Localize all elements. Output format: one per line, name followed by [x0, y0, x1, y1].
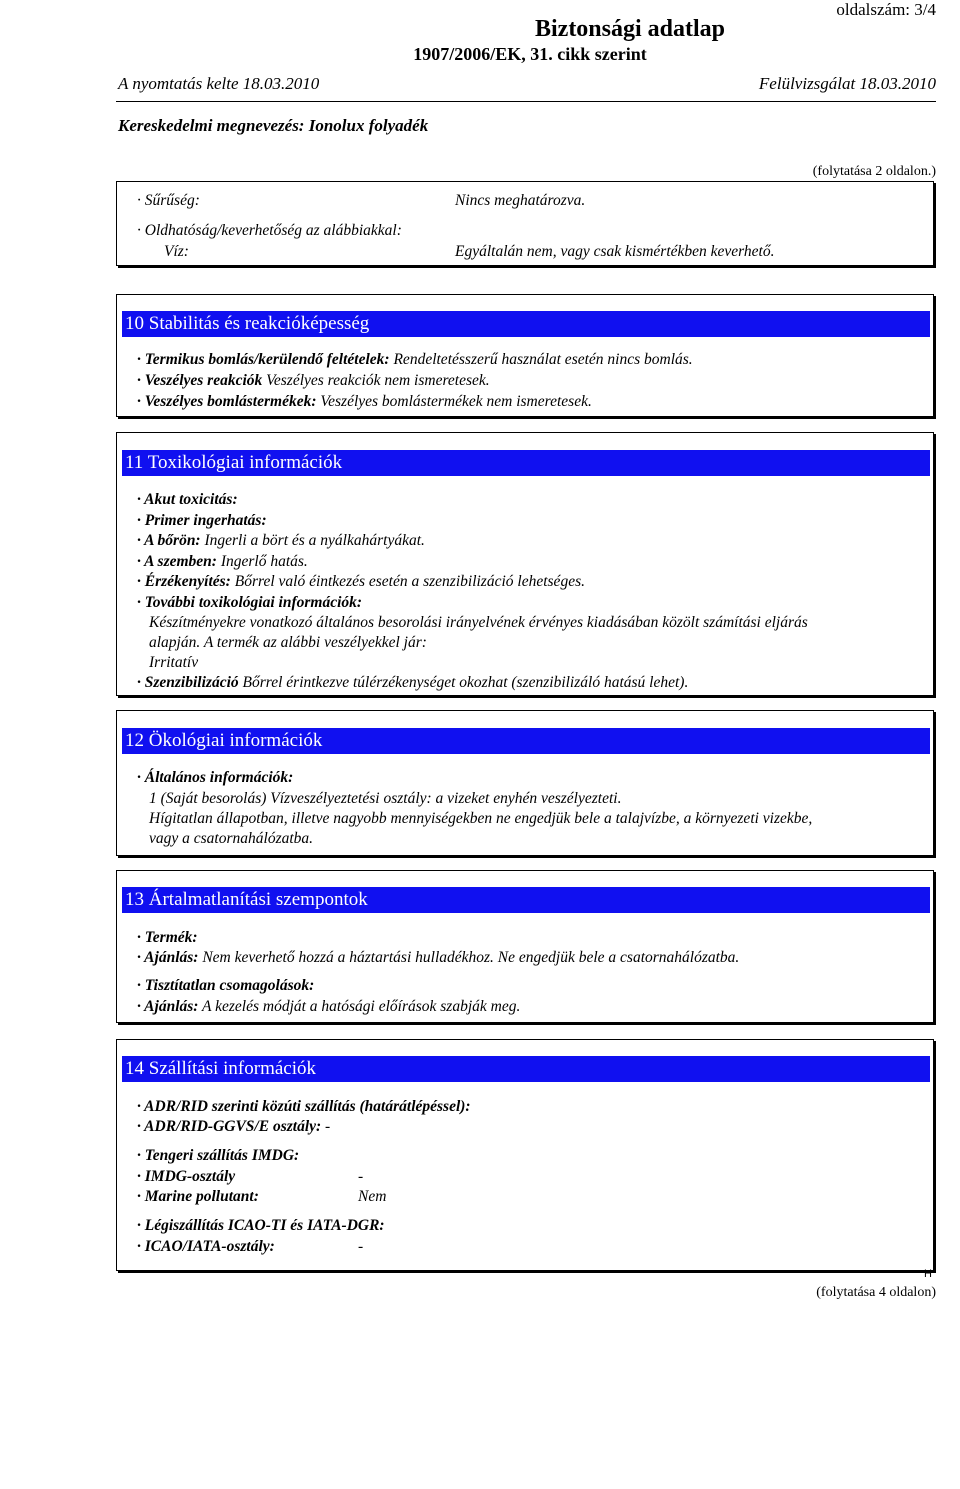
further-tox-line2: alapján. A termék az alábbi veszélyekkel jár:	[149, 634, 427, 651]
water-label: Víz:	[164, 243, 189, 260]
hazardous-reactions-row	[137, 372, 490, 390]
product-label: · Termék:	[137, 929, 198, 946]
section11-heading: 11 Toxikológiai információk	[122, 450, 930, 476]
acute-toxicity-label: · Akut toxicitás:	[137, 491, 238, 508]
eye-row	[137, 553, 308, 571]
skin-row	[137, 532, 425, 550]
section13-heading: 13 Ártalmatlanítási szempontok	[122, 887, 930, 913]
density-row	[137, 192, 200, 210]
ecology-line3: vagy a csatornahálózatba.	[149, 830, 314, 847]
sensitisation-label: · Érzékenyítés:	[137, 573, 231, 590]
regulation-reference: 1907/2006/EK, 31. cikk szerint	[413, 44, 647, 64]
density-label: · Sűrűség:	[137, 192, 200, 209]
section13-box	[116, 870, 934, 1023]
icao-class-label: · ICAO/IATA-osztály:	[137, 1238, 275, 1255]
recommendation2-row	[137, 998, 520, 1016]
hazardous-reactions-value: Veszélyes reakciók nem ismeretesek.	[262, 372, 490, 389]
adr-class-value: -	[321, 1118, 331, 1135]
continuation-from: (folytatása 2 oldalon.)	[812, 164, 936, 179]
revision-mark: H	[924, 1268, 932, 1280]
further-tox-line1: Készítményekre vonatkozó általános besorolási irányelvének érvényes kiadásában közölt számítási eljárás	[149, 614, 808, 631]
decomposition-products-value: Veszélyes bomlástermékek nem ismeretesek.	[316, 393, 592, 410]
section12-box	[116, 710, 934, 856]
recommendation2-label: · Ajánlás:	[137, 998, 199, 1015]
section9-continuation	[116, 181, 934, 266]
recommendation1-value: Nem keverhető hozzá a háztartási hulladékhoz. Ne engedjük bele a csatornahálózatba.	[198, 949, 740, 966]
eye-value: Ingerlő hatás.	[216, 553, 308, 570]
sensitisation-value: Bőrrel való éintkezés esetén a szenzibilizáció lehetséges.	[230, 573, 585, 590]
eye-label: · A szemben:	[137, 553, 217, 570]
general-info-label: · Általános információk:	[137, 769, 294, 786]
section14-box	[116, 1039, 934, 1271]
hazardous-reactions-label: · Veszélyes reakciók	[137, 372, 263, 389]
skin-value: Ingerli a bört és a nyálkahártyákat.	[200, 532, 425, 549]
continuation-to: (folytatása 4 oldalon)	[816, 1285, 936, 1300]
ecology-line2: Hígitatlan állapotban, illetve nagyobb mennyiségekben ne engedjük bele a talajvízbe, a környezeti vizekbe,	[149, 810, 813, 827]
adr-class-row	[137, 1118, 330, 1136]
marine-pollutant-label: · Marine pollutant:	[137, 1188, 259, 1205]
section10-box	[116, 294, 934, 417]
thermal-decomposition-row	[137, 351, 693, 369]
review-date: Felülvizsgálat 18.03.2010	[758, 74, 936, 93]
section12-heading: 12 Ökológiai információk	[122, 728, 930, 754]
skin-label: · A bőrön:	[137, 532, 201, 549]
sensitization-label: · Szenzibilizáció	[137, 674, 239, 691]
further-tox-line3: Irritatív	[149, 654, 199, 671]
print-date: A nyomtatás kelte 18.03.2010	[118, 74, 320, 93]
sensitization-value: Bőrrel érintkezve túlérzékenységet okozhat (szenzibilizáló hatású lehet).	[238, 674, 689, 691]
air-transport-label: · Légiszállítás ICAO-TI és IATA-DGR:	[137, 1217, 385, 1234]
document-title: Biztonsági adatlap	[534, 16, 726, 42]
page-number: oldalszám: 3/4	[836, 0, 936, 19]
imdg-class-label: · IMDG-osztály	[137, 1168, 236, 1185]
header-divider	[116, 101, 936, 102]
imdg-label: · Tengeri szállítás IMDG:	[137, 1147, 300, 1164]
decomposition-products-label: · Veszélyes bomlástermékek:	[137, 393, 317, 410]
section10-heading: 10 Stabilitás és reakcióképesség	[122, 311, 930, 337]
imdg-class-value: -	[358, 1168, 364, 1185]
trade-name: Kereskedelmi megnevezés: Ionolux folyadék	[118, 116, 429, 135]
adr-class-label: · ADR/RID-GGVS/E osztály:	[137, 1118, 322, 1135]
section11-box	[116, 432, 934, 696]
uncleaned-packaging-label: · Tisztítatlan csomagolások:	[137, 977, 315, 994]
section14-heading: 14 Szállítási információk	[122, 1056, 930, 1082]
solubility-label: · Oldhatóság/keverhetőség az alábbiakkal:	[137, 222, 402, 239]
sensitization-row	[137, 674, 688, 692]
density-value: Nincs meghatározva.	[455, 192, 586, 209]
water-value: Egyáltalán nem, vagy csak kismértékben keverhető.	[455, 243, 775, 260]
icao-class-value: -	[358, 1238, 364, 1255]
thermal-decomposition-value: Rendeltetésszerű használat esetén nincs bomlás.	[389, 351, 693, 368]
ecology-line1: 1 (Saját besorolás) Vízveszélyeztetési osztály: a vizeket enyhén veszélyezteti.	[149, 790, 622, 807]
thermal-decomposition-label: · Termikus bomlás/kerülendő feltételek:	[137, 351, 390, 368]
recommendation2-value: A kezelés módját a hatósági előírások szabják meg.	[198, 998, 521, 1015]
further-tox-label: · További toxikológiai információk:	[137, 594, 363, 611]
recommendation1-row	[137, 949, 739, 967]
recommendation1-label: · Ajánlás:	[137, 949, 199, 966]
sensitisation-row	[137, 573, 585, 591]
primary-irritation-label: · Primer ingerhatás:	[137, 512, 267, 529]
adr-label: · ADR/RID szerinti közúti szállítás (határátlépéssel):	[137, 1098, 471, 1115]
marine-pollutant-value: Nem	[358, 1188, 387, 1205]
decomposition-products-row	[137, 393, 592, 411]
